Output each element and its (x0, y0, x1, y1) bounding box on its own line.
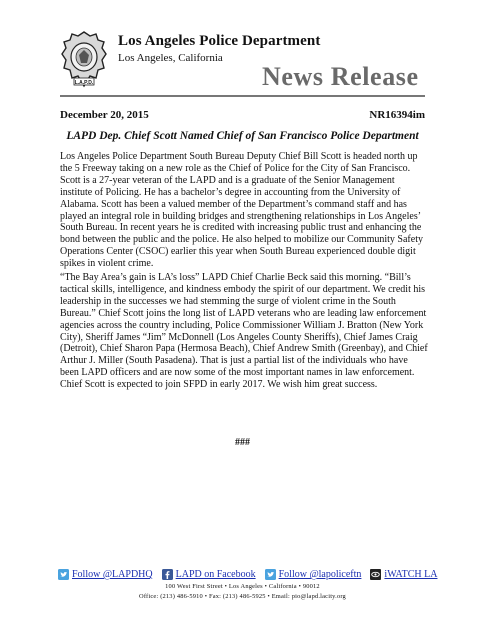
twitter-lapoliceftn-link[interactable] (265, 569, 362, 580)
twitter-lapdhq-link[interactable] (58, 569, 153, 580)
iwatch-la-link[interactable] (370, 569, 437, 580)
release-number: NR16394im (369, 109, 425, 121)
lapd-badge-icon (60, 30, 108, 90)
badge-text: L.A.P.D. (74, 79, 94, 86)
header-divider (60, 95, 425, 97)
twitter-icon (58, 569, 69, 580)
body-paragraph-2: “The Bay Area’s gain is LA’s loss” LAPD Chief Charlie Beck said this morning. “Bill’s tactical skills, intelligence, and kindness embody the spirit of our department. We credit his leadership in the successes we had stemming the surge of violent crime in the South Bureau.” Chief Scott joins the long list of LAPD veterans who are leading law enforcement agencies across the country including, Police Commissioner William J. Bratton (New York City), Sheriff James “Jim” McDonnell (Los Angeles County Sheriffs), Chief James Craig (Detroit), Chief Sharon Papa (Hermosa Beach), Chief Andrew Smith (Greenbay), and Chief Arthur J. Miller (South Pasadena). That is just a partial list of the individuals who have been LAPD officers and are now some of the most important names in law enforcement. Chief Scott is expected to join SFPD in early 2017. We wish him great success. (60, 272, 428, 391)
facebook-link[interactable] (162, 569, 256, 580)
headline: LAPD Dep. Chief Scott Named Chief of San Francisco Police Department (66, 130, 419, 142)
body-paragraph-1: Los Angeles Police Department South Bureau Deputy Chief Bill Scott is headed north up the 5 Freeway taking on a new role as the Chief of Police for the City of San Francisco. Scott is a 27-year veteran of the LAPD and is a graduate of the Senior Management institute of Policing. He has a bachelor’s degree in accounting from the University of Alabama. Scott has been a valued member of the Department’s command staff and has played an integral role in building bridges and strengthening relationships in Los Angeles’ South Bureau. In recent years he is credited with increasing public trust and enhancing the bond between the public and the police. He also helped to mobilize our Community Safety Operations Center (CSOC) earlier this year when South Bureau experienced double digit spikes in violent crime. (60, 151, 423, 270)
social-label: Follow @LAPDHQ (72, 569, 153, 580)
iwatch-icon (370, 569, 381, 580)
department-name: Los Angeles Police Department (118, 33, 321, 49)
news-release-title: News Release (262, 62, 419, 91)
department-location: Los Angeles, California (118, 52, 223, 64)
twitter-icon (265, 569, 276, 580)
social-links-bar (58, 569, 438, 580)
social-label: LAPD on Facebook (175, 569, 256, 580)
social-label: iWATCH LA (384, 569, 438, 580)
footer-contact: Office: (213) 486-5910 • Fax: (213) 486-5925 • Email: pio@lapd.lacity.org (139, 593, 346, 600)
end-mark: ### (235, 437, 250, 448)
release-date: December 20, 2015 (60, 109, 149, 121)
social-label: Follow @lapoliceftn (278, 569, 362, 580)
facebook-icon (162, 569, 173, 580)
footer-address: 100 West First Street • Los Angeles • California • 90012 (165, 583, 320, 590)
